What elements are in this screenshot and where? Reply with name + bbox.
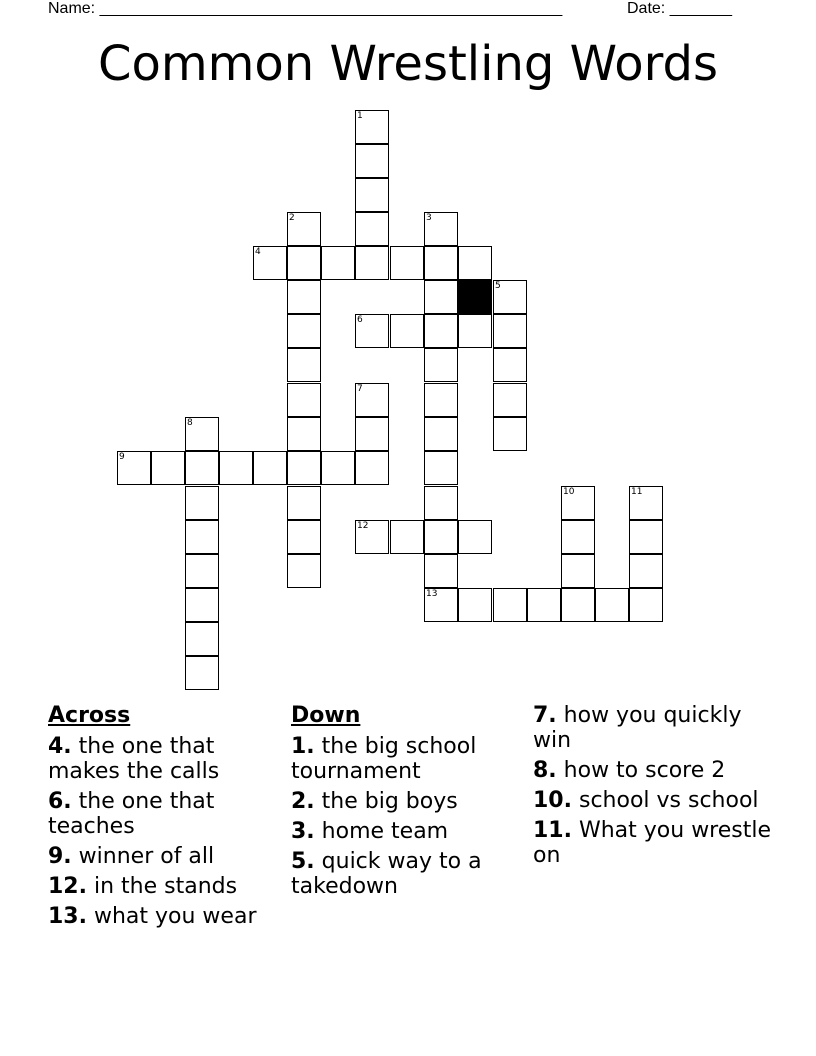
grid-cell[interactable] [424,314,458,348]
grid-cell[interactable] [287,520,321,554]
grid-cell[interactable] [424,520,458,554]
grid-cell[interactable] [253,451,287,485]
clue-text: the big boys [314,789,458,814]
clue-down-8 [533,758,773,783]
grid-cell[interactable] [355,144,389,178]
grid-cell[interactable] [561,554,595,588]
grid-cell[interactable] [493,383,527,417]
clue-number: 1. [291,734,315,759]
grid-cell[interactable] [287,383,321,417]
grid-clue-number: 1 [357,111,363,121]
grid-cell[interactable] [287,246,321,280]
grid-cell[interactable] [355,246,389,280]
grid-clue-number: 3 [426,213,432,223]
grid-cell[interactable] [287,280,321,314]
down-heading: Down [291,703,361,728]
grid-cell[interactable] [458,520,492,554]
grid-cell[interactable] [493,314,527,348]
clue-number: 10. [533,788,572,813]
down-clues-continued [533,703,773,873]
grid-cell[interactable] [424,417,458,451]
grid-cell[interactable] [219,451,253,485]
grid-cell[interactable] [424,246,458,280]
grid-black-cell [458,280,492,314]
grid-clue-number: 5 [495,281,501,291]
clue-text: the one that teaches [48,789,215,839]
grid-cell[interactable] [185,451,219,485]
grid-cell[interactable] [629,486,663,520]
clue-number: 13. [48,904,87,929]
clue-down-1 [291,734,526,784]
page-title: Common Wrestling Words [98,36,718,92]
grid-cell[interactable] [424,451,458,485]
clue-down-5 [291,849,526,899]
grid-cell[interactable] [253,246,287,280]
clue-text: the big school tournament [291,734,477,784]
grid-cell[interactable] [117,451,151,485]
grid-cell[interactable] [493,280,527,314]
grid-cell[interactable] [629,554,663,588]
clue-text: the one that makes the calls [48,734,220,784]
grid-cell[interactable] [355,110,389,144]
grid-cell[interactable] [390,246,424,280]
name-field-label: Name: ____________________________________________________ [48,0,563,17]
grid-cell[interactable] [287,486,321,520]
grid-cell[interactable] [424,486,458,520]
grid-cell[interactable] [493,348,527,382]
clue-text: in the stands [86,874,238,899]
clue-across-13 [48,904,283,929]
clue-across-12 [48,874,283,899]
clue-down-2 [291,789,526,814]
grid-cell[interactable] [185,417,219,451]
grid-cell[interactable] [493,417,527,451]
clue-number: 6. [48,789,72,814]
clue-across-6 [48,789,283,839]
clue-number: 12. [48,874,87,899]
grid-clue-number: 10 [563,487,575,497]
grid-cell[interactable] [321,246,355,280]
grid-cell[interactable] [355,451,389,485]
grid-cell[interactable] [458,246,492,280]
grid-cell[interactable] [390,520,424,554]
grid-cell[interactable] [629,588,663,622]
clue-text: winner of all [71,844,215,869]
grid-cell[interactable] [185,520,219,554]
grid-clue-number: 12 [357,521,369,531]
grid-cell[interactable] [185,622,219,656]
grid-cell[interactable] [458,314,492,348]
clue-down-3 [291,819,526,844]
grid-cell[interactable] [355,520,389,554]
grid-cell[interactable] [424,348,458,382]
grid-cell[interactable] [424,212,458,246]
grid-cell[interactable] [185,486,219,520]
grid-cell[interactable] [287,417,321,451]
across-heading: Across [48,703,131,728]
clue-number: 4. [48,734,72,759]
grid-cell[interactable] [151,451,185,485]
grid-clue-number: 8 [187,418,193,428]
grid-cell[interactable] [355,417,389,451]
grid-cell[interactable] [424,554,458,588]
grid-clue-number: 11 [631,487,643,497]
clue-across-9 [48,844,283,869]
grid-cell[interactable] [355,383,389,417]
grid-clue-number: 2 [289,213,295,223]
grid-cell[interactable] [287,554,321,588]
grid-cell[interactable] [287,314,321,348]
grid-cell[interactable] [355,212,389,246]
across-clues [48,703,283,934]
clue-text: how to score 2 [556,758,726,783]
grid-cell[interactable] [185,554,219,588]
clue-text: quick way to a takedown [291,849,482,899]
grid-clue-number: 7 [357,384,363,394]
clue-text: school vs school [571,788,759,813]
clue-down-11 [533,818,773,868]
grid-clue-number: 6 [357,315,363,325]
grid-cell[interactable] [561,588,595,622]
clue-number: 11. [533,818,572,843]
clue-number: 8. [533,758,557,783]
grid-cell[interactable] [458,588,492,622]
grid-cell[interactable] [595,588,629,622]
grid-cell[interactable] [287,451,321,485]
grid-cell[interactable] [287,212,321,246]
grid-cell[interactable] [424,280,458,314]
grid-cell[interactable] [561,520,595,554]
clue-text: how you quickly win [533,703,742,753]
down-clues [291,703,526,904]
grid-cell[interactable] [355,178,389,212]
grid-cell[interactable] [493,588,527,622]
clue-number: 9. [48,844,72,869]
grid-cell[interactable] [287,348,321,382]
grid-cell[interactable] [390,314,424,348]
grid-cell[interactable] [321,451,355,485]
clue-number: 2. [291,789,315,814]
date-field-label: Date: _______ [627,0,732,17]
grid-clue-number: 13 [426,589,438,599]
grid-cell[interactable] [629,520,663,554]
grid-cell[interactable] [185,588,219,622]
grid-clue-number: 9 [119,452,125,462]
grid-cell[interactable] [185,656,219,690]
clue-text: what you wear [86,904,257,929]
grid-cell[interactable] [424,588,458,622]
clue-number: 3. [291,819,315,844]
clue-down-7 [533,703,773,753]
clue-text: What you wrestle on [533,818,772,868]
grid-cell[interactable] [527,588,561,622]
grid-cell[interactable] [424,383,458,417]
clue-number: 7. [533,703,557,728]
clue-text: home team [314,819,449,844]
grid-cell[interactable] [561,486,595,520]
clue-across-4 [48,734,283,784]
grid-clue-number: 4 [255,247,261,257]
clue-down-10 [533,788,773,813]
grid-cell[interactable] [355,314,389,348]
clue-number: 5. [291,849,315,874]
